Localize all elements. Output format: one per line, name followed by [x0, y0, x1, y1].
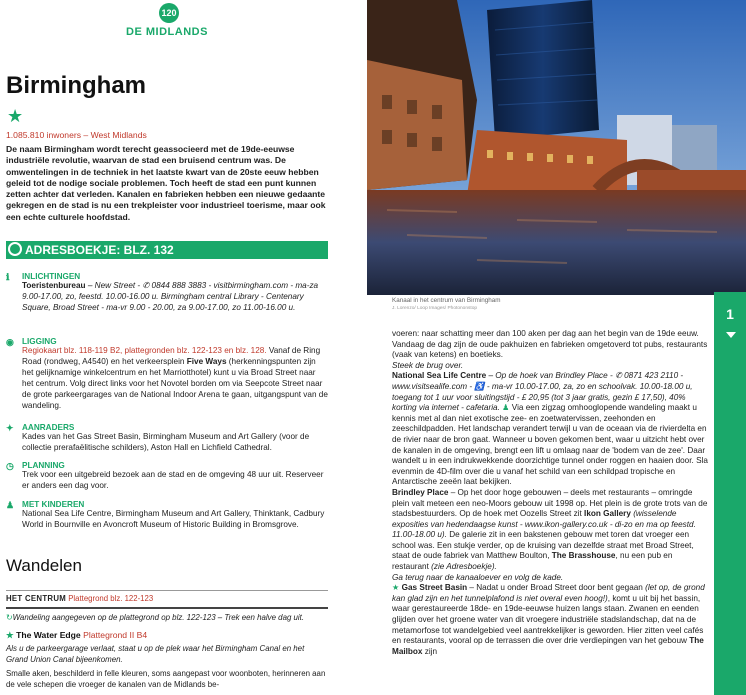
right-paragraph-1: voeren: naar schatting meer dan 100 aken per dag aan het begin van de 19de eeuw. Vandaag de dag zijn de oude pakhuizen en fabrieken omgetoverd tot pubs, restaurants (vaak van ketens) en boetieks.: [392, 329, 708, 360]
ikon-gallery-meta: (wisselende exposities van hedendaagse kunst - www.ikon-gallery.co.uk - di-zo en ma op feestd. 11.00-18.00 u).: [392, 509, 696, 540]
chapter-number: 1: [726, 306, 734, 322]
water-edge-map-ref[interactable]: Plattegrond II B4: [83, 630, 148, 640]
info-heading: INLICHTINGEN: [22, 272, 81, 281]
photo-caption: Kanaal in het centrum van Birmingham: [392, 297, 501, 304]
divider: [6, 607, 328, 609]
mailbox-title: The Mailbox: [392, 636, 704, 656]
chapter-tab: [714, 292, 746, 695]
ligging-heading: LIGGING: [22, 337, 57, 346]
ligging-map-ref[interactable]: Regiokaart blz. 118-119 B2, plattegronden blz. 122-123 en blz. 128.: [22, 346, 267, 355]
planning-heading: PLANNING: [22, 461, 65, 470]
back-to-canal-instruction: Ga terug naar de kanaaloever en volg de kade.: [392, 572, 564, 582]
kinderen-text: National Sea Life Centre, Birmingham Museum and Art Gallery, Thinktank, Cadbury World in Bournville en Avoncroft Museum of Historic Building in Bromsgrove.: [22, 509, 325, 529]
ligging-text-1: Vanaf de Ring Road (rondweg, A4540) en het verkeersplein: [22, 346, 321, 366]
thumbs-up-icon: ✦: [6, 423, 14, 433]
tourist-office-name: Toeristenbureau: [22, 281, 86, 290]
canal-photo: [367, 0, 746, 295]
aanraders-section: [6, 423, 328, 454]
kinderen-heading: MET KINDEREN: [22, 500, 85, 509]
walk-note: [6, 613, 328, 622]
gas-street-entry: [392, 583, 710, 657]
family-icon: ♟: [6, 500, 15, 510]
adresboekje-label: ADRESBOEKJE: BLZ. 132: [25, 243, 174, 257]
star-icon: ★: [392, 583, 402, 593]
water-edge-entry: [6, 630, 328, 641]
population-line: 1.085.810 inwoners – West Midlands: [6, 130, 147, 140]
gas-street-text: – Nadat u onder Broad Street door bent gegaan: [467, 583, 646, 593]
clock-icon: ◷: [6, 461, 14, 471]
centrum-label: HET CENTRUM: [6, 594, 67, 603]
gas-street-warning: (let op, de grond kan glad zijn en het tunnelplafond is niet overal even hoog!): [392, 583, 705, 603]
ligging-section: [6, 337, 328, 411]
divider: [6, 590, 328, 591]
intro-paragraph: De naam Birmingham wordt terecht geassocieerd met de 19de-eeuwse industriële revolutie, waarvan de stad een bruisend centrum was. De omwentelingen in de techniek in het laatste kwart van de 20ste eeuw hebben geleid tot de nodige sociale problemen. Toch heeft de stad een punt kunnen zetten achter dat verleden. Kanalen en fabrieken hebben een nieuwe gedaante gekregen en de stad is nu een trekpleister voor industrieel toerisme, maar ook een echte culturele hoofdstad.: [6, 144, 326, 222]
water-edge-title: The Water Edge: [16, 630, 81, 640]
ligging-five-ways: Five Ways: [186, 356, 227, 366]
brindley-title: Brindley Place: [392, 487, 449, 497]
region-header: DE MIDLANDS: [126, 26, 208, 38]
info-icon: ℹ: [6, 272, 10, 282]
gas-street-title: Gas Street Basin: [401, 583, 468, 593]
ikon-gallery-text: De galerie zit in een bakstenen gebouw met toren dat vroeger een school was. Een stukje verder, op de kruising van dezelfde straat met Broad Street, staat de oude fabriek van Matthew Boulton,: [392, 530, 694, 561]
sea-life-text: Via een zigzag omhooglopende wandeling maakt u kennis met al dan niet exotische zee- en zoetwatervissen, zeehonden en zeeschildpadden. Het landschap verandert terwijl u van de oceaan via de rivierdelta en de rivier naar de bron gaat. Wanneer u boven gekomen bent, waar u uitzicht hebt over de kanalen in de omgeving, brengt een lift u omlaag naar de 'bodem van de zee'. Daar wandelt u in een indrukwekkende doorzichtige tunnel onder roggen en haaien door. Sla evenmin de 4D-film over die u vanaf het schild van een schildpad tropische en Antarctische zeeën laat bekijken.: [392, 403, 708, 487]
brasshouse-text: , nu een pub en restaurant: [392, 551, 673, 572]
bridge-instruction: Steek de brug over.: [392, 360, 464, 370]
centrum-map-ref[interactable]: Plattegrond blz. 122-123: [68, 594, 154, 603]
photo-credit: J. Lorenzo/ Loop Images/ Photononstop: [392, 306, 478, 311]
kinderen-section: [6, 500, 328, 531]
star-rating-icon: ★: [7, 106, 24, 126]
planning-section: [6, 461, 328, 492]
wandelen-heading: Wandelen: [6, 556, 82, 575]
info-section: [6, 272, 328, 314]
location-pin-icon: ◉: [6, 337, 14, 347]
tourist-office-text: – New Street - ✆ 0844 888 3883 - visitbirmingham.com - ma-za 9.00-17.00, zo, feestd. 10.00-16.00 u. Birmingham central Library - Centenary Square, Broad Street - ma-vr 9.00 - 20.00, za 9.00-17.00, zo 11.00-16.00 u.: [22, 281, 319, 312]
planning-text: Trek voor een uitgebreid bezoek aan de stad en de omgeving 48 uur uit. Reserveer er anders een dag voor.: [22, 470, 324, 490]
sea-life-entry: [392, 371, 710, 488]
adresboekje-banner[interactable]: [6, 241, 328, 259]
walk-icon: ↻: [6, 613, 13, 622]
brasshouse-ref: (zie Adresboekje).: [431, 562, 497, 572]
right-column: [392, 329, 710, 657]
chevron-down-icon: [726, 332, 736, 338]
city-title: Birmingham: [6, 72, 147, 99]
mailbox-text: zijn: [422, 646, 438, 656]
water-edge-desc: Als u de parkeergarage verlaat, staat u op de plek waar het Birmingham Canal en het Grand Union Canal bijeenkomen.: [6, 644, 305, 664]
family-icon: ♟: [499, 403, 510, 413]
ikon-gallery-title: Ikon Gallery: [584, 509, 631, 519]
brindley-entry: [392, 488, 710, 573]
brasshouse-title: The Brasshouse: [551, 551, 616, 561]
ligging-text-2: (herkenningspunten zijn het gelijknamige winkelcentrum en het Marriotthotel) kunt u via Broad Street naar het centrum. Volg direct links voor het Novotel borden om via Seepcote Street naar de grote parkeergarages van de National Indoor Arena te gaan, uitgangspunt van de wandeling.: [22, 356, 328, 410]
aanraders-text: Kades van het Gas Street Basin, Birmingham Museum and Art Gallery (voor de collectie prerafaëlitische schilders), Aston Hall en Lichfield Cathedral.: [22, 432, 310, 452]
water-edge-text: Smalle aken, beschilderd in felle kleuren, soms aangepast voor woonboten, herinneren aan de vele schepen die vroeger de kanalen van de Midlands be-: [6, 669, 326, 689]
sea-life-title: National Sea Life Centre: [392, 371, 487, 381]
aanraders-heading: AANRADERS: [22, 423, 75, 432]
centrum-subheader: [6, 594, 153, 603]
book-icon: [8, 242, 22, 256]
gas-street-text-2: , komt u uit bij het bassin, waar gerestaureerde 18de- en 19de-eeuwse huizen langs staan. Zwanen en eenden glijden over het groene water van dit vroegere industriële stadslandschap, dat na de metamorfose tot wandelgebied veel aantrekkelijker is geworden. Hier zitten veel cafés en restaurants, vooral op de terrassen die over drie verdiepingen van het gebouw: [392, 593, 704, 646]
star-icon: ★: [6, 630, 17, 640]
sea-life-meta: – Op de hoek van Brindley Place - ✆ 0871 423 2110 - www.visitsealife.com - ♿ - ma-vr 10.00-17.00, za, zo en schoolvak. 10.00-18.00 u, toegang tot 1 uur voor sluitingstijd - £ 20,95 (tot 3 jaar gratis, gezin £ 17,50), 40% korting via internet - cafetaria.: [392, 371, 693, 413]
page-number: 120: [159, 3, 179, 23]
brindley-text: – Op het door hoge gebouwen – deels met restaurants – omringde plein valt meteen een neo-Moors gebouw uit 1998 op. Het plein is de grote trots van de stadsbestuurders. Op de hoek met Oozells Street zit: [392, 487, 708, 519]
walk-note-text: Wandeling aangegeven op de plattegrond op blz. 122-123 – Trek een halve dag uit.: [12, 613, 305, 622]
